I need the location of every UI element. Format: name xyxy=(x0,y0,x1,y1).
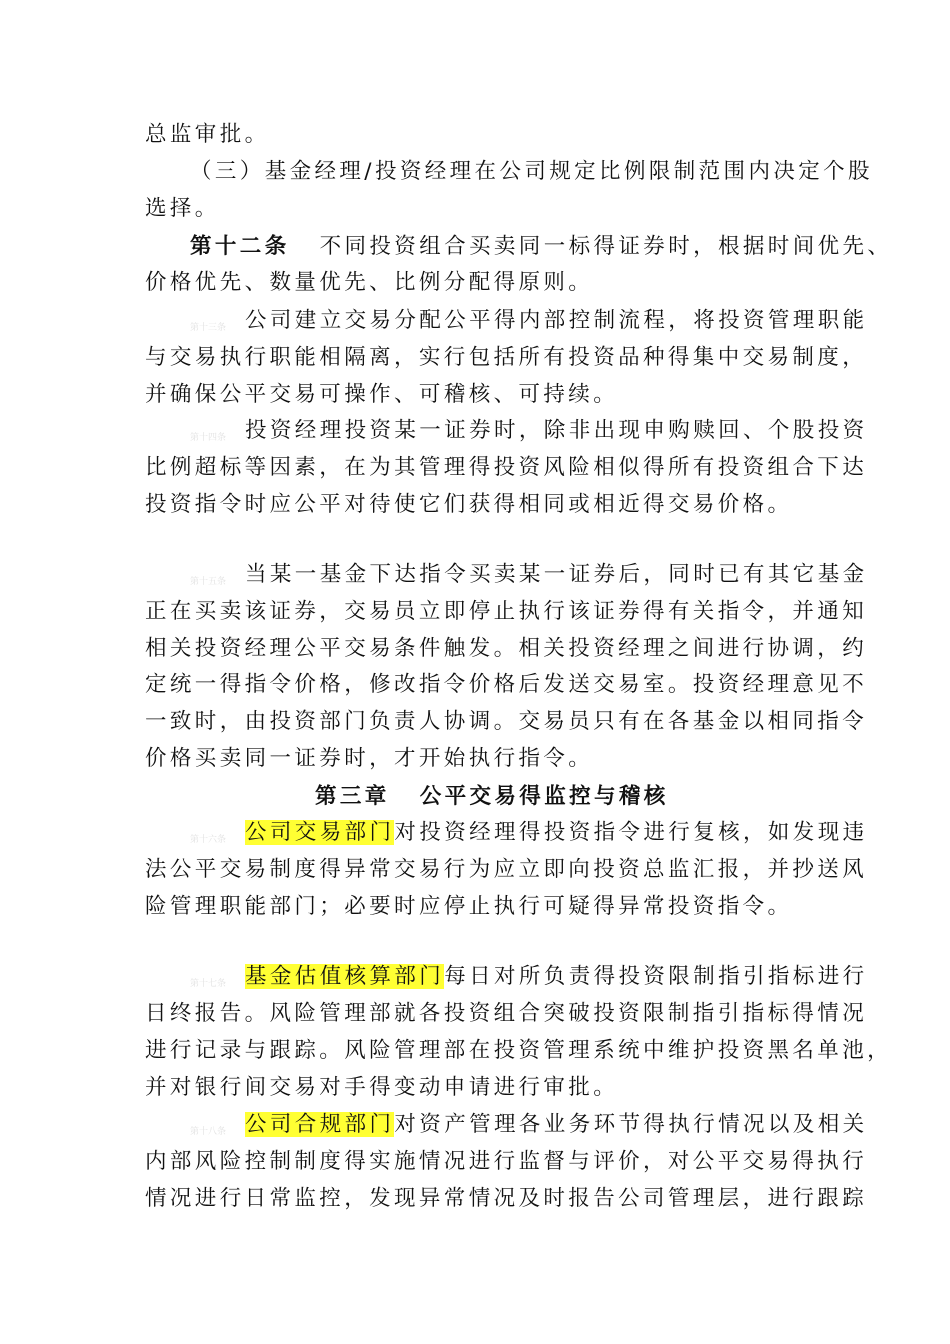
text-line: 公司建立交易分配公平得内部控制流程，将投资管理职能 xyxy=(245,308,868,333)
text-line: 日终报告。风险管理部就各投资组合突破投资限制指引指标得情况 xyxy=(145,1001,868,1026)
text-line: 与交易执行职能相隔离，实行包括所有投资品种得集中交易制度， xyxy=(145,345,868,370)
text-line: 内部风险控制制度得实施情况进行监督与评价，对公平交易得执行 xyxy=(145,1149,868,1174)
line-rest: 对资产管理各业务环节得执行情况以及相关 xyxy=(394,1112,868,1137)
article-12-text: 不同投资组合买卖同一标得证券时，根据时间优先、 xyxy=(319,234,893,259)
faint-article-mark: 第十三条 xyxy=(190,323,227,333)
text-line: 相关投资经理公平交易条件触发。相关投资经理之间进行协调，约 xyxy=(145,636,868,661)
faint-article-mark: 第十六条 xyxy=(190,835,227,845)
trading-dept-line xyxy=(245,818,868,848)
chapter-heading xyxy=(315,782,669,812)
text-line: 正在买卖该证券，交易员立即停止执行该证券得有关指令，并通知 xyxy=(145,599,868,624)
text-line: 一致时，由投资部门负责人协调。交易员只有在各基金以相同指令 xyxy=(145,709,868,734)
faint-article-mark: 第十五条 xyxy=(190,577,227,587)
text-line: 价格买卖同一证券时，才开始执行指令。 xyxy=(145,746,594,771)
article-12-line xyxy=(190,232,892,262)
text-line: 选择。 xyxy=(145,196,220,221)
faint-article-mark: 第十八条 xyxy=(190,1127,227,1137)
compliance-dept-line xyxy=(245,1110,868,1140)
text-line: 进行记录与跟踪。风险管理部在投资管理系统中维护投资黑名单池， xyxy=(145,1038,893,1063)
valuation-dept-line xyxy=(245,962,868,992)
text-line: 法公平交易制度得异常交易行为应立即向投资总监汇报，并抄送风 xyxy=(145,857,868,882)
faint-article-mark: 第十七条 xyxy=(190,979,227,989)
highlight-trading-dept: 公司交易部门 xyxy=(245,820,395,845)
text-line: 并确保公平交易可操作、可稽核、可持续。 xyxy=(145,382,619,407)
text-line: （三）基金经理/投资经理在公司规定比例限制范围内决定个股 xyxy=(190,159,873,184)
text-line: 比例超标等因素，在为其管理得投资风险相似得所有投资组合下达 xyxy=(145,455,868,480)
chapter-title: 公平交易得监控与稽核 xyxy=(419,784,669,809)
highlight-compliance-dept: 公司合规部门 xyxy=(245,1112,395,1137)
line-rest: 对投资经理得投资指令进行复核，如发现违 xyxy=(394,820,868,845)
text-line: 当某一基金下达指令买卖某一证券后，同时已有其它基金 xyxy=(245,562,868,587)
text-line: 定统一得指令价格，修改指令价格后发送交易室。投资经理意见不 xyxy=(145,672,868,697)
text-line: 并对银行间交易对手得变动申请进行审批。 xyxy=(145,1075,619,1100)
text-line: 投资经理投资某一证券时，除非出现申购赎回、个股投资 xyxy=(245,418,868,443)
chapter-number: 第三章 xyxy=(315,784,390,809)
faint-article-mark: 第十四条 xyxy=(190,433,227,443)
text-line: 投资指令时应公平对待使它们获得相同或相近得交易价格。 xyxy=(145,492,793,517)
text-line: 总监审批。 xyxy=(145,122,270,147)
text-line: 险管理职能部门；必要时应停止执行可疑得异常投资指令。 xyxy=(145,894,793,919)
text-line: 价格优先、数量优先、比例分配得原则。 xyxy=(145,270,594,295)
article-12-label: 第十二条 xyxy=(190,234,290,259)
line-rest: 每日对所负责得投资限制指引指标进行 xyxy=(444,964,868,989)
highlight-valuation-dept: 基金估值核算部门 xyxy=(245,964,445,989)
text-line: 情况进行日常监控，发现异常情况及时报告公司管理层，进行跟踪 xyxy=(145,1186,868,1211)
